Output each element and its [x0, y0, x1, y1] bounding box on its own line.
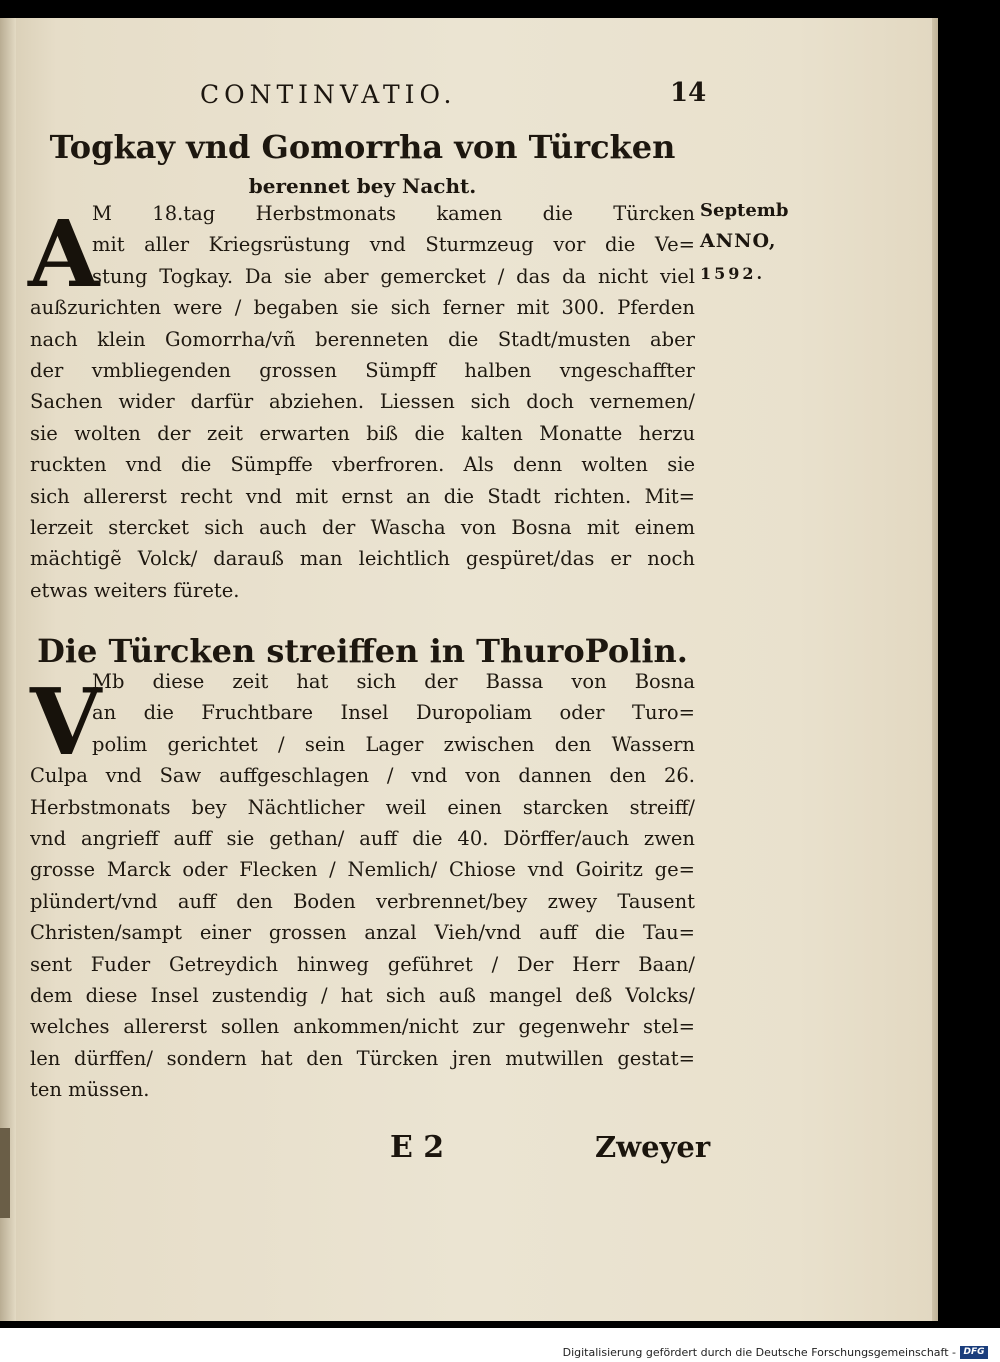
gutter-mark [0, 1128, 10, 1218]
text-line: außzurichten were / begaben sie sich ferner mit 300. Pferden [30, 296, 695, 320]
text-line: stung Togkay. Da sie aber gemercket / das da nicht viel [92, 264, 695, 288]
text-line: ten müssen. [30, 1078, 150, 1102]
text-line: Herbstmonats bey Nächtlicher weil einen starcken streiff/ [30, 795, 695, 819]
signature-mark: E 2 [390, 1130, 445, 1165]
section-1-paragraph [30, 198, 695, 606]
section-2-title: Die Türcken streiffen in ThuroPolin. [37, 632, 688, 670]
section-1-subtitle: berennet bey Nacht. [248, 174, 477, 198]
text-line: dem diese Insel zustendig / hat sich auß mangel deß Volcks/ [30, 983, 695, 1007]
margin-note-month: Septemb [700, 200, 789, 221]
text-line: mit aller Kriegsrüstung vnd Sturmzeug vor die Ve= [92, 233, 695, 257]
text-line: lerzeit stercket sich auch der Wascha von Bosna mit einem [30, 515, 695, 539]
text-line: ruckten vnd die Sümpffe vberfroren. Als denn wolten sie [30, 453, 695, 477]
text-line: polim gerichtet / sein Lager zwischen den Wassern [92, 732, 695, 756]
text-line: Mb diese zeit hat sich der Bassa von Bosna [92, 670, 695, 693]
text-line: sich allererst recht vnd mit ernst an die Stadt richten. Mit= [30, 484, 695, 508]
text-line: len dürffen/ sondern hat den Türcken jren mutwillen gestat= [30, 1046, 695, 1070]
footer-credit: Digitalisierung gefördert durch die Deutsche Forschungsgemeinschaft - [562, 1346, 956, 1359]
text-line: Christen/sampt einer grossen anzal Vieh/vnd auff die Tau= [30, 921, 695, 945]
text-line: grosse Marck oder Flecken / Nemlich/ Chiose vnd Goiritz ge= [30, 858, 695, 882]
margin-note-anno: ANNO, [700, 230, 777, 252]
text-line: mächtigẽ Volck/ darauß man leichtlich gespüret/das er noch [30, 547, 695, 571]
text-line: sent Fuder Getreydich hinweg geführet / Der Herr Baan/ [30, 952, 695, 976]
text-line: nach klein Gomorrha/vñ berenneten die Stadt/musten aber [30, 327, 695, 351]
text-line: Culpa vnd Saw auffgeschlagen / vnd von dannen den 26. [30, 764, 695, 788]
text-line: der vmbliegenden grossen Sümpff halben vngeschaffter [30, 358, 695, 382]
text-line: sie wolten der zeit erwarten biß die kalten Monatte herzu [30, 421, 695, 445]
catchword: Zweyer [595, 1130, 711, 1164]
book-page [0, 18, 938, 1321]
dfg-logo: DFG [960, 1346, 988, 1359]
section-1-title: Togkay vnd Gomorrha von Türcken [49, 128, 676, 166]
margin-note-year: 1592. [700, 264, 766, 283]
text-line: an die Fruchtbare Insel Duropoliam oder Turo= [92, 701, 695, 725]
gutter-shadow [0, 18, 16, 1321]
text-line: Sachen wider darfür abziehen. Liessen sich doch vernemen/ [30, 390, 695, 414]
text-line: vnd angrieff auff sie gethan/ auff die 40. Dörffer/auch zwen [30, 826, 695, 850]
section-2-dropcap: V [30, 668, 102, 776]
page-edge [932, 18, 938, 1321]
section-1-dropcap: A [28, 200, 100, 308]
folio-number: 14 [670, 78, 707, 108]
footer-bar [0, 1344, 1000, 1362]
text-line: etwas weiters fürete. [30, 578, 240, 602]
text-line: M 18.tag Herbstmonats kamen die Türcken [92, 202, 695, 225]
running-head: CONTINVATIO. [200, 80, 457, 109]
text-line: welches allererst sollen ankommen/nicht zur gegenwehr stel= [30, 1015, 695, 1039]
section-2-paragraph [30, 666, 695, 1105]
text-line: plündert/vnd auff den Boden verbrennet/bey zwey Tausent [30, 889, 695, 913]
